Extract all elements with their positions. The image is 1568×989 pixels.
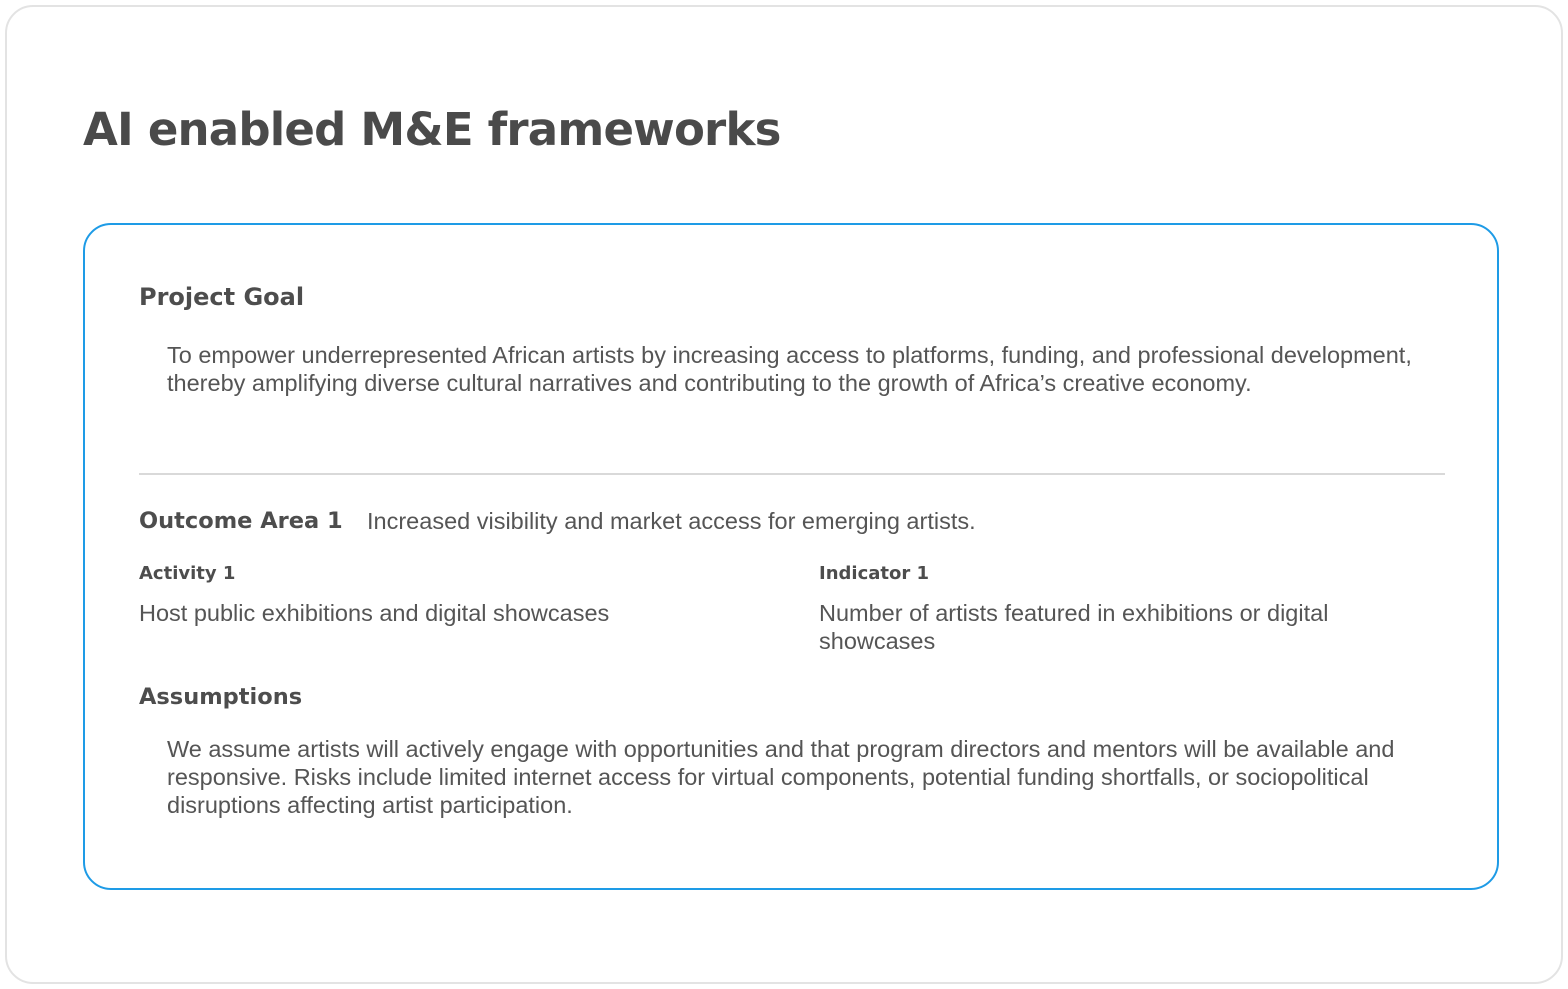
outcome-area-text: Increased visibility and market access for emerging artists.: [367, 508, 976, 534]
assumptions-text: We assume artists will actively engage with opportunities and that program directors and mentors will be available and responsive. Risks include limited internet access for virtual components, potential funding shortfalls, or sociopolitical disruptions affecting artist participation.: [167, 736, 1395, 818]
indicator-text: Number of artists featured in exhibitions or digital showcases: [819, 600, 1329, 654]
framework-card: [83, 223, 1499, 890]
page-title: AI enabled M&E frameworks: [83, 103, 781, 156]
outer-card: [5, 5, 1563, 984]
activity-text: Host public exhibitions and digital showcases: [139, 600, 610, 626]
assumptions-heading: Assumptions: [139, 684, 303, 710]
activity-label: Activity 1: [139, 563, 236, 584]
project-goal-heading: Project Goal: [139, 283, 305, 311]
outcome-area-label: Outcome Area 1: [139, 508, 343, 534]
project-goal-text: To empower underrepresented African artists by increasing access to platforms, funding, and professional development, thereby amplifying diverse cultural narratives and contributing to the growth of Africa’s creative economy.: [167, 342, 1412, 396]
section-divider: [139, 473, 1445, 475]
indicator-label: Indicator 1: [819, 563, 930, 584]
